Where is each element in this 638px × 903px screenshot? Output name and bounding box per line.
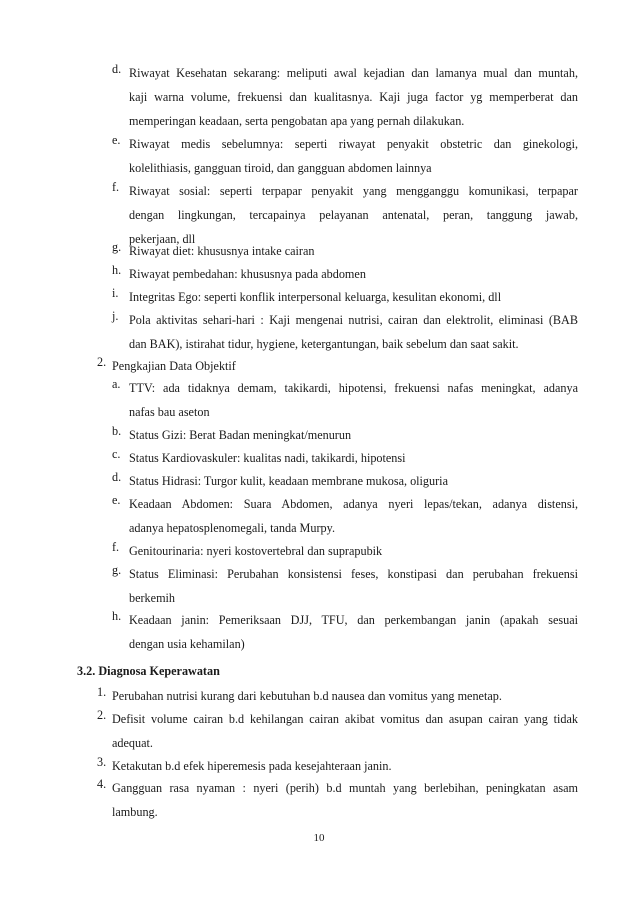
numbered-item [97,685,578,709]
item-text-line: Riwayat diet: khususnya intake cairan [129,244,315,258]
item-number: 4. [97,777,107,791]
item-text-line: dengan lingkungan, tercapainya pelayanan antenatal, peran, tanggung jawab, [129,207,578,222]
item-text-line: Perubahan nutrisi kurang dari kebutuhan b.d nausea dan vomitus yang menetap. [112,689,502,703]
numbered-item [97,777,578,825]
item-label: e. [112,133,121,147]
item-text-line: Status Kardiovaskuler: kualitas nadi, takikardi, hipotensi [129,451,406,465]
item-label: f. [112,540,120,554]
section-number: 2. [97,355,107,369]
item-text-line: Ketakutan b.d efek hiperemesis pada kesejahteraan janin. [112,759,392,773]
item-text-line: kaji warna volume, frekuensi dan kualitasnya. Kaji juga factor yg memperberat dan [129,89,578,104]
item-label: d. [112,470,122,484]
list-item [112,133,578,181]
list-item [112,447,578,471]
list-item [112,424,578,448]
item-number: 3. [97,755,107,769]
item-label: g. [112,240,122,254]
list-item [112,493,578,541]
item-text-line: TTV: ada tidaknya demam, takikardi, hipotensi, frekuensi nafas meningkat, adanya [129,381,578,395]
item-label: d. [112,62,122,76]
list-item [112,609,578,657]
item-number: 1. [97,685,107,699]
item-number: 2. [97,708,107,722]
item-text-line: dengan usia kehamilan) [129,636,245,651]
item-label: f. [112,180,120,194]
item-label: g. [112,563,122,577]
item-text-line: Gangguan rasa nyaman : nyeri (perih) b.d muntah yang berlebihan, peningkatan asam [112,781,578,795]
item-text-line: adanya hepatosplenomegali, tanda Murpy. [129,520,335,535]
list-item [112,540,578,564]
item-text-line: kolelithiasis, gangguan tiroid, dan gangguan abdomen lainnya [129,160,432,175]
item-label: i. [112,286,119,300]
item-text-line: Status Hidrasi: Turgor kulit, keadaan membrane mukosa, oliguria [129,474,448,488]
item-text-line: Riwayat pembedahan: khususnya pada abdomen [129,267,366,281]
item-text-line: Keadaan Abdomen: Suara Abdomen, adanya nyeri lepas/tekan, adanya distensi, [129,497,578,511]
numbered-item [97,708,578,756]
item-label: b. [112,424,122,438]
item-text-line: nafas bau aseton [129,404,210,419]
item-text-line: adequat. [112,735,153,750]
numbered-item [97,755,578,779]
list-item [112,377,578,425]
item-label: h. [112,609,122,623]
list-item [112,62,578,133]
item-text-line: Pola aktivitas sehari-hari : Kaji mengenai nutrisi, cairan dan elektrolit, eliminasi (BAB [129,313,578,327]
item-text-line: Genitourinaria: nyeri kostovertebral dan suprapubik [129,544,383,558]
section-title: Pengkajian Data Objektif [112,359,236,373]
item-text-line: pekerjaan, dll [129,231,196,246]
section-heading [97,355,578,379]
subsection-heading: 3.2. Diagnosa Keperawatan [77,664,220,678]
item-text-line: Status Gizi: Berat Badan meningkat/menurun [129,428,352,442]
list-item [112,470,578,494]
item-text-line: dan BAK), istirahat tidur, hygiene, ketergantungan, baik sebelum dan saat sakit. [129,336,519,351]
item-text-line: lambung. [112,804,158,819]
item-text-line: Keadaan janin: Pemeriksaan DJJ, TFU, dan perkembangan janin (apakah sesuai [129,613,578,627]
list-item [112,309,578,357]
item-label: j. [112,309,119,323]
item-text-line: Defisit volume cairan b.d kehilangan cairan akibat vomitus dan asupan cairan yang tidak [112,712,578,726]
item-text-line: memperingan keadaan, serta pengobatan apa yang pernah dilakukan. [129,113,465,128]
item-text-line: Status Eliminasi: Perubahan konsistensi feses, konstipasi dan perubahan frekuensi [129,567,578,581]
list-item [112,286,578,310]
list-item [112,240,578,264]
item-label: e. [112,493,121,507]
item-text-line: Riwayat Kesehatan sekarang: meliputi awal kejadian dan lamanya mual dan muntah, [129,66,578,80]
page-number: 10 [313,832,325,844]
list-item [112,263,578,287]
item-text-line: Riwayat sosial: seperti terpapar penyakit yang mengganggu komunikasi, terpapar [129,184,578,198]
item-text-line: Riwayat medis sebelumnya: seperti riwayat penyakit obstetric dan ginekologi, [129,137,578,151]
item-text-line: berkemih [129,590,176,605]
item-label: c. [112,447,121,461]
item-label: a. [112,377,121,391]
item-text-line: Integritas Ego: seperti konflik interpersonal keluarga, kesulitan ekonomi, dll [129,290,502,304]
item-label: h. [112,263,122,277]
list-item [112,563,578,611]
